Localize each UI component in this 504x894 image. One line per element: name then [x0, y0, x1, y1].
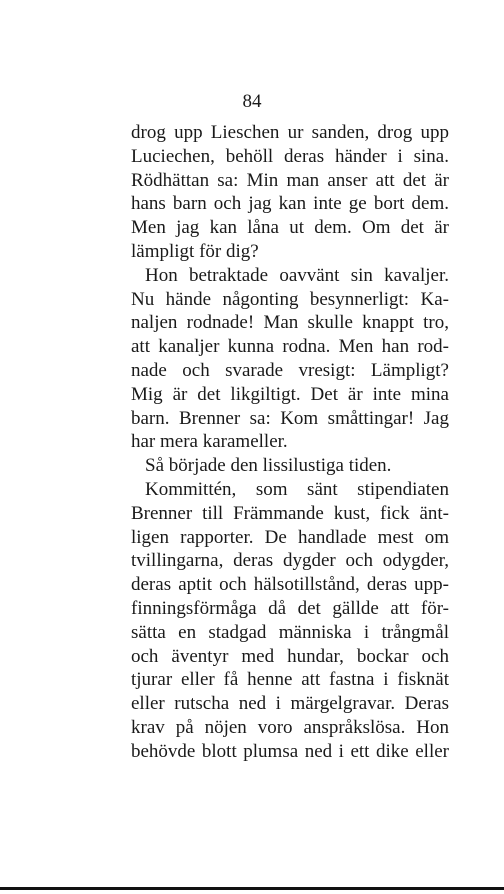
text-line: ligen rapporter. De handlade mest om	[131, 526, 449, 548]
text-line: finningsförmåga då det gällde att för-	[131, 597, 449, 619]
text-line: Rödhättan sa: Min man anser att det är	[131, 169, 449, 191]
text-line: behövde blott plumsa ned i ett dike eller	[131, 740, 449, 762]
text-line: Luciechen, behöll deras händer i sina.	[131, 145, 449, 167]
text-line: Mig är det likgiltigt. Det är inte mina	[131, 383, 449, 405]
body-text	[131, 121, 449, 764]
text-line: sätta en stadgad människa i trångmål	[131, 621, 449, 643]
text-line: Hon betraktade oavvänt sin kavaljer.	[145, 264, 449, 286]
text-line: eller rutscha ned i märgelgravar. Deras	[131, 693, 449, 715]
text-line: Brenner till Främmande kust, fick änt-	[131, 502, 449, 524]
text-line: tvillingarna, deras dygder och odygder,	[131, 550, 449, 572]
text-line: naljen rodnade! Man skulle knappt tro,	[131, 312, 449, 334]
text-line: har mera karameller.	[131, 431, 288, 453]
text-line: krav på nöjen voro anspråkslösa. Hon	[131, 716, 449, 738]
text-line: drog upp Lieschen ur sanden, drog upp	[131, 122, 449, 143]
text-line: deras aptit och hälsotillstånd, deras upp-	[131, 574, 449, 596]
text-line: lämpligt för dig?	[131, 240, 259, 262]
text-line: hans barn och jag kan inte ge bort dem.	[131, 193, 449, 215]
text-line: Så började den lissilustiga tiden.	[145, 455, 392, 477]
text-line: barn. Brenner sa: Kom småttingar! Jag	[131, 407, 449, 429]
text-line: Kommittén, som sänt stipendiaten	[145, 478, 449, 500]
page-number: 84	[242, 91, 262, 112]
text-line: och äventyr med hundar, bockar och	[131, 645, 449, 667]
text-line: tjurar eller få henne att fastna i fisknät	[131, 669, 449, 691]
text-line: Men jag kan låna ut dem. Om det är	[131, 217, 449, 239]
page-bottom-border	[0, 887, 504, 890]
text-line: nade och svarade vresigt: Lämpligt?	[131, 359, 449, 381]
text-line: att kanaljer kunna rodna. Men han rod-	[131, 336, 449, 358]
text-line: Nu hände någonting besynnerligt: Ka-	[131, 288, 449, 310]
